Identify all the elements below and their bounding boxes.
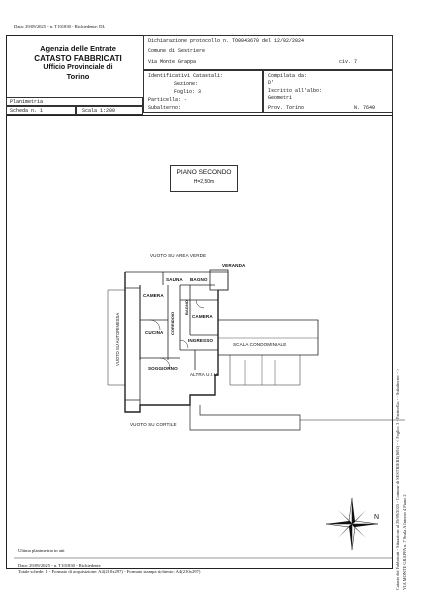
footer-line-1: Data: 29/09/2025 - n. T101830 - Richiedente bbox=[18, 563, 101, 568]
bagno-label-2: BAGNO bbox=[184, 300, 189, 315]
ingresso-label: INGRESSO bbox=[188, 338, 214, 343]
comune-label: Comune di Sestriere bbox=[148, 48, 206, 54]
ufficio-label: Ufficio Provinciale di bbox=[43, 64, 113, 71]
particella-label: Particella: - bbox=[148, 97, 188, 103]
scheda-label: Scheda n. 1 bbox=[10, 108, 44, 114]
floor-title: PIANO SECONDO bbox=[176, 169, 232, 176]
address-label: Via Monte Grappa bbox=[148, 59, 197, 65]
side-note: Catasto dei Fabbricati - Situazione al 29/09/2025 - Comune di SESTRIERE(I692) - < Foglio: 3 - Particella: - - Subalterno: - > bbox=[395, 368, 400, 590]
bagno-label-1: BAGNO bbox=[190, 277, 208, 282]
prov-label: Prov. Torino bbox=[268, 105, 305, 111]
vuoto-area-verde-label: VUOTO SU AREA VERDE bbox=[150, 253, 207, 258]
veranda-label: VERANDA bbox=[222, 263, 246, 268]
corridoio-label: CORRIDOIO bbox=[170, 311, 175, 335]
top-stamp: Data: 29/09/2025 - n. T101830 - Richiedente: DL bbox=[14, 24, 106, 29]
compilata-title: Compilata da: bbox=[268, 73, 308, 79]
vuoto-cortile-label: VUOTO SU CORTILE bbox=[130, 422, 177, 427]
planimetria-title: Planimetria bbox=[10, 99, 44, 105]
camera-label-2: CAMERA bbox=[192, 314, 213, 319]
floor-height: H=2,50m bbox=[193, 179, 215, 185]
soggiorno-label: SOGGIORNO bbox=[148, 366, 178, 371]
declaration-label: Dichiarazione protocollo n. TO0043670 del 12/02/2024 bbox=[148, 38, 305, 44]
catasto-title: CATASTO FABBRICATI bbox=[34, 54, 122, 63]
scala-condominiale-label: SCALA CONDOMINIALE bbox=[233, 342, 287, 347]
iscritto-label: Iscritto all'albo: bbox=[268, 88, 323, 94]
vuoto-autorimessa-label: VUOTO SU AUTORIMESSA bbox=[115, 312, 120, 366]
foglio-label: Foglio: 3 bbox=[174, 89, 202, 95]
agency-name: Agenzia delle Entrate bbox=[40, 44, 116, 53]
camera-label-1: CAMERA bbox=[143, 293, 164, 298]
scala-label: Scala 1:200 bbox=[82, 108, 116, 114]
identificativi-title: Identificativi Catastali: bbox=[148, 73, 224, 79]
subalterno-label: Subalterno: bbox=[148, 105, 182, 111]
ultima-planimetria: Ultima planimetria in atti bbox=[18, 548, 65, 553]
north-arrow-icon bbox=[326, 498, 378, 550]
altra-uiu-label: ALTRA U.I.U. bbox=[190, 372, 219, 377]
albo-number: N. 7640 bbox=[354, 105, 376, 111]
civic-number: civ. 7 bbox=[339, 59, 358, 65]
sauna-label: SAUNA bbox=[166, 277, 183, 282]
north-label: N bbox=[374, 514, 380, 521]
footer-line-2: Totale schede: 1 - Formato di acquisizione: A4(210x297) - Formato stampa richiesto: A4(210x297) bbox=[18, 569, 201, 574]
side-note-address: VIA MONTE GRAPPA n. 7 Scala A Interno 4 Piano 2 bbox=[402, 494, 407, 590]
cucina-label: CUCINA bbox=[145, 330, 164, 335]
albo-label: Geometri bbox=[268, 95, 293, 101]
sezione-label: Sezione: bbox=[174, 81, 199, 87]
compilata-name: D' bbox=[268, 80, 275, 86]
ufficio-city: Torino bbox=[66, 72, 90, 81]
